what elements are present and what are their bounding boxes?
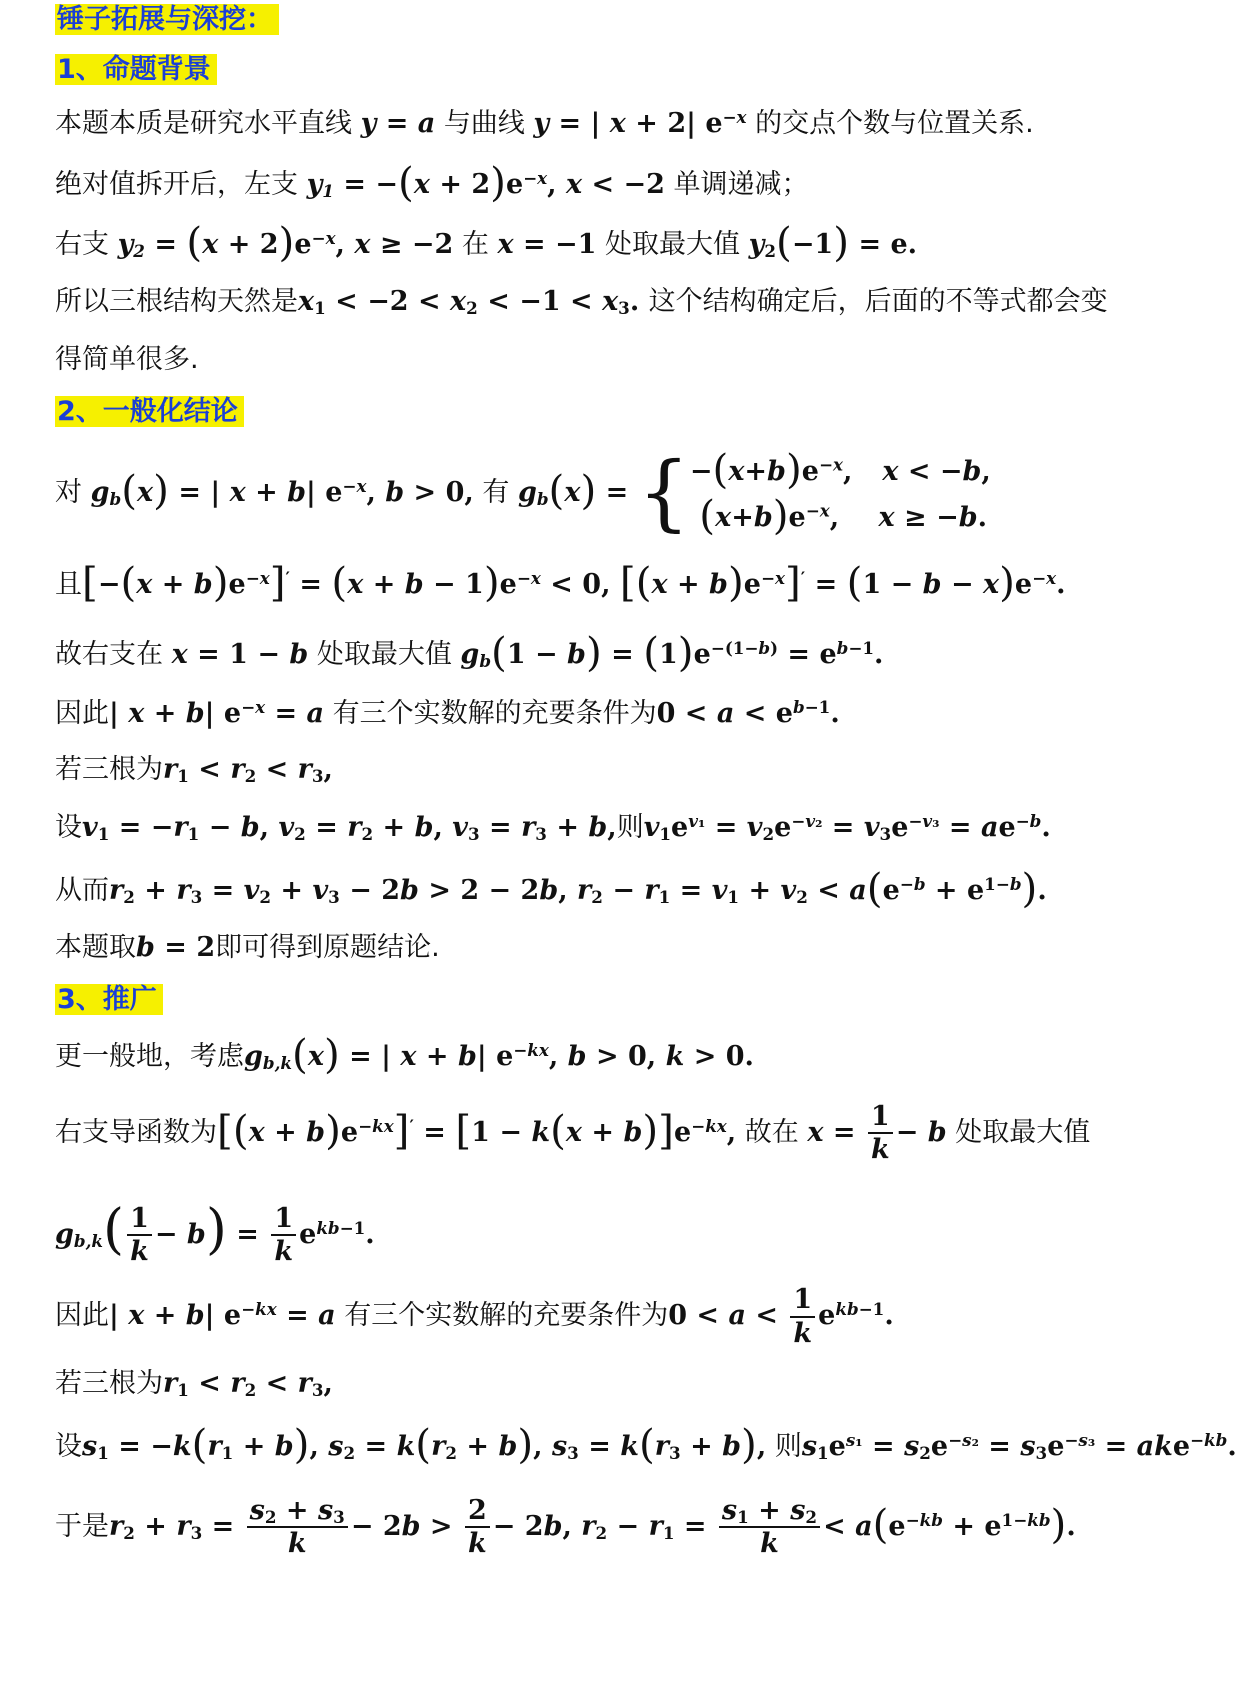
s3-l5-text: 若三根为 bbox=[55, 1368, 163, 1399]
s3-line-4 bbox=[55, 1284, 894, 1349]
s1-l5-text: 得简单很多. bbox=[55, 344, 199, 375]
formula-max-value: $y_2(-1) = e$. bbox=[748, 218, 918, 266]
s3-l2-text-a: 右支导函数为 bbox=[55, 1116, 217, 1148]
case-row-1: $-(x+b)e^{-x}$, x < −b, bbox=[689, 444, 991, 493]
s2-l3-text-b: 处取最大值 bbox=[316, 638, 452, 670]
s3-line-7 bbox=[55, 1488, 1076, 1563]
formula-curve: y bbox=[533, 108, 550, 139]
section-3-heading bbox=[55, 980, 163, 1020]
abs-expr: x bbox=[609, 108, 626, 139]
frac-1-k-d: $\frac{1}{k}$ bbox=[790, 1284, 815, 1348]
s3-l7-text: 于是 bbox=[55, 1510, 109, 1542]
s1-line-3 bbox=[55, 218, 918, 266]
s1-l2-text-a: 绝对值拆开后，左支 bbox=[55, 168, 298, 200]
formula-gb-def: $g_b(x)$ = | x + b| $e^{-x}$, b > 0, bbox=[90, 466, 474, 514]
s3-line-1 bbox=[55, 1030, 754, 1078]
s1-l2-text-b: 单调递减； bbox=[673, 168, 809, 200]
formula-root-structure: $x_1 < -2 < x_2 < -1 < x_3$. bbox=[298, 286, 649, 319]
s2-line-8 bbox=[55, 928, 440, 968]
section-2-highlight: 2、一般化结论 bbox=[55, 396, 244, 427]
s2-l1-text-b: 有 bbox=[482, 476, 510, 508]
s2-l1-text-a: 对 bbox=[55, 476, 82, 508]
s2-l6-text-a: 设 bbox=[55, 812, 82, 843]
section-3-highlight: 3、推广 bbox=[55, 984, 163, 1015]
right-branch-expr: = $(x + 2)e^{-x}$, x ≥ −2 bbox=[144, 218, 454, 266]
s3-l2-text-c: 处取最大值 bbox=[955, 1116, 1091, 1148]
section-1-heading bbox=[55, 50, 217, 90]
s3-l1-text: 更一般地，考虑 bbox=[55, 1040, 244, 1072]
s1-line-2 bbox=[55, 158, 809, 206]
s1-l4-text-a: 所以三根结构天然是 bbox=[55, 286, 298, 317]
var-a: a bbox=[417, 108, 436, 139]
formula-gb-max-value: $g_b(1 - b) = (1)e^{-(1-b)} = e^{b-1}$. bbox=[460, 628, 884, 676]
s1-l3-text-b: 在 bbox=[461, 228, 489, 260]
s1-line-4 bbox=[55, 282, 1108, 322]
s1-l3-text-a: 右支 bbox=[55, 228, 109, 260]
s2-l4-text-a: 因此 bbox=[55, 698, 109, 729]
title-heading bbox=[55, 0, 279, 40]
formula-horizontal-line: y bbox=[360, 108, 377, 139]
formula-final-conclusion: $r_2 + r_3$ = $\frac{s_2 + s_3}{k}$ − 2b > $\frac{2}{k}$ − 2b, $r_2 - r_1$ = $\frac{s_1 + s_2}{k}$ < $a(e^{-kb} + e^{1-kb})$. bbox=[109, 1495, 1076, 1560]
s2-line-2 bbox=[55, 558, 1066, 606]
formula-conclusion: $r_2 + r_3 = v_2 + v_3 - 2b > 2 - 2b$, $r_2 - r_1 = v_1 + v_2 < a(e^{-b} + e^{1-b})$. bbox=[109, 864, 1047, 912]
formula-left-branch: $y_1$ bbox=[306, 168, 334, 201]
s3-l4-text-a: 因此 bbox=[55, 1300, 109, 1331]
s2-l7-text: 从而 bbox=[55, 874, 109, 906]
s2-l6-text-b: 则 bbox=[616, 812, 644, 843]
title-highlight: 锤子拓展与深挖： bbox=[55, 4, 279, 35]
s1-l1-text-b: 与曲线 bbox=[443, 108, 525, 139]
s3-l6-text-a: 设 bbox=[55, 1430, 82, 1462]
s1-l1-text-c: 的交点个数与位置关系. bbox=[755, 108, 1034, 139]
s1-line-5 bbox=[55, 340, 199, 380]
formula-s-substitution: $s_1 = -k(r_1 + b)$, $s_2 = k(r_2 + b)$, $s_3 = k(r_3 + b)$, bbox=[82, 1420, 767, 1468]
s1-l3-text-c: 处取最大值 bbox=[605, 228, 741, 260]
formula-gbk-max-point: x = $\frac{1}{k}$ − b bbox=[807, 1101, 947, 1166]
frac-1-k: $\frac{1}{k}$ bbox=[868, 1101, 893, 1165]
s3-line-6 bbox=[55, 1420, 1237, 1468]
cases-block bbox=[689, 444, 991, 541]
eq-sign: = bbox=[376, 108, 418, 139]
section-1-highlight: 1、命题背景 bbox=[55, 54, 217, 85]
frac-2-k: $\frac{2}{k}$ bbox=[465, 1495, 490, 1559]
frac-s1-s2: $\frac{s_1 + s_2}{k}$ bbox=[719, 1495, 820, 1559]
s2-l2-text: 且 bbox=[55, 568, 82, 600]
formula-gb-piecewise: $g_b(x)$ = bbox=[517, 466, 638, 514]
s3-l2-text-b: 故在 bbox=[744, 1116, 799, 1148]
s3-line-5 bbox=[55, 1364, 333, 1404]
formula-equation: | x + b| $e^{-x} = a$ bbox=[109, 696, 325, 729]
s2-l5-text: 若三根为 bbox=[55, 754, 163, 785]
s2-line-6 bbox=[55, 808, 1051, 848]
left-brace: { bbox=[637, 445, 690, 541]
s2-line-7 bbox=[55, 864, 1047, 912]
s2-line-1 bbox=[55, 446, 991, 540]
case-row-2: $(x+b)e^{-x}$, x ≥ −b. bbox=[699, 491, 987, 540]
formula-gbk-def: $g_{b,k}(x)$ = | x + b| $e^{-kx}$, b > 0, k > 0. bbox=[244, 1030, 754, 1078]
formula-s-relation: $s_1e^{s_1} = s_2e^{-s_2} = s_3e^{-s_3} = ake^{-kb}$. bbox=[801, 1429, 1237, 1463]
formula-b-value: b = 2 bbox=[136, 932, 216, 963]
formula-gbk-equation: | x + b| $e^{-kx} = a$ bbox=[109, 1298, 336, 1331]
s3-l6-text-b: 则 bbox=[774, 1430, 802, 1462]
left-branch-expr: = $-(x + 2)e^{-x}$, x < −2 bbox=[333, 158, 665, 206]
s2-l8-text-b: 即可得到原题结论. bbox=[215, 932, 440, 963]
formula-gbk-derivative: $[(x + b)e^{-kx}]' = [1 - k(x + b)]e^{-kx}$, bbox=[217, 1106, 737, 1154]
s2-l8-text-a: 本题取 bbox=[55, 932, 136, 963]
s3-line-2 bbox=[55, 1098, 1090, 1165]
formula-max-point: x = −1 bbox=[497, 228, 597, 260]
s1-l1-text-a: 本题本质是研究水平直线 bbox=[55, 108, 352, 139]
s2-line-5 bbox=[55, 750, 333, 790]
s2-l4-text-b: 有三个实数解的充要条件为 bbox=[332, 698, 657, 729]
frac-1-k-b: $\frac{1}{k}$ bbox=[127, 1203, 152, 1267]
frac-s2-s3: $\frac{s_2 + s_3}{k}$ bbox=[247, 1495, 348, 1559]
formula-gbk-condition: 0 < a < $\frac{1}{k}$ $e^{kb-1}$. bbox=[668, 1284, 894, 1349]
formula-condition: $0 < a < e^{b-1}$. bbox=[656, 696, 840, 729]
formula-roots: $r_1 < r_2 < r_3$, bbox=[163, 754, 333, 787]
formula-v-relation: $v_1e^{v_1} = v_2e^{-v_2} = v_3e^{-v_3} = ae^{-b}$. bbox=[643, 810, 1051, 845]
formula-derivatives: $[-(x + b)e^{-x}]' = (x + b - 1)e^{-x} < 0$, $[(x + b)e^{-x}]' = (1 - b - x)e^{-x}$. bbox=[82, 558, 1066, 606]
s3-l4-text-b: 有三个实数解的充要条件为 bbox=[344, 1300, 669, 1331]
formula-substitution: $v_1 = -r_1 - b$, $v_2 = r_2 + b$, $v_3 = r_3 + b$, bbox=[82, 812, 617, 845]
s3-line-3 bbox=[55, 1194, 375, 1270]
formula-gbk-max-value: $g_{b,k}$( $\frac{1}{k}$ − b) = $\frac{1}{k}$ $e^{kb-1}$. bbox=[55, 1197, 375, 1268]
frac-1-k-c: $\frac{1}{k}$ bbox=[271, 1203, 296, 1267]
s2-line-3 bbox=[55, 628, 884, 676]
abs-expr-2: + 2| $e^{-x}$ bbox=[625, 106, 747, 139]
formula-roots-2: $r_1 < r_2 < r_3$, bbox=[163, 1368, 333, 1401]
section-2-heading bbox=[55, 392, 244, 432]
eq-sign-2: = | bbox=[549, 108, 610, 139]
formula-gb-max-point: x = 1 − b bbox=[171, 638, 309, 670]
s2-line-4 bbox=[55, 694, 840, 734]
s2-l3-text-a: 故右支在 bbox=[55, 638, 163, 670]
s1-line-1 bbox=[55, 104, 1034, 144]
s1-l4-text-b: 这个结构确定后，后面的不等式都会变 bbox=[648, 286, 1108, 317]
formula-right-branch: $y_2$ bbox=[117, 228, 145, 261]
